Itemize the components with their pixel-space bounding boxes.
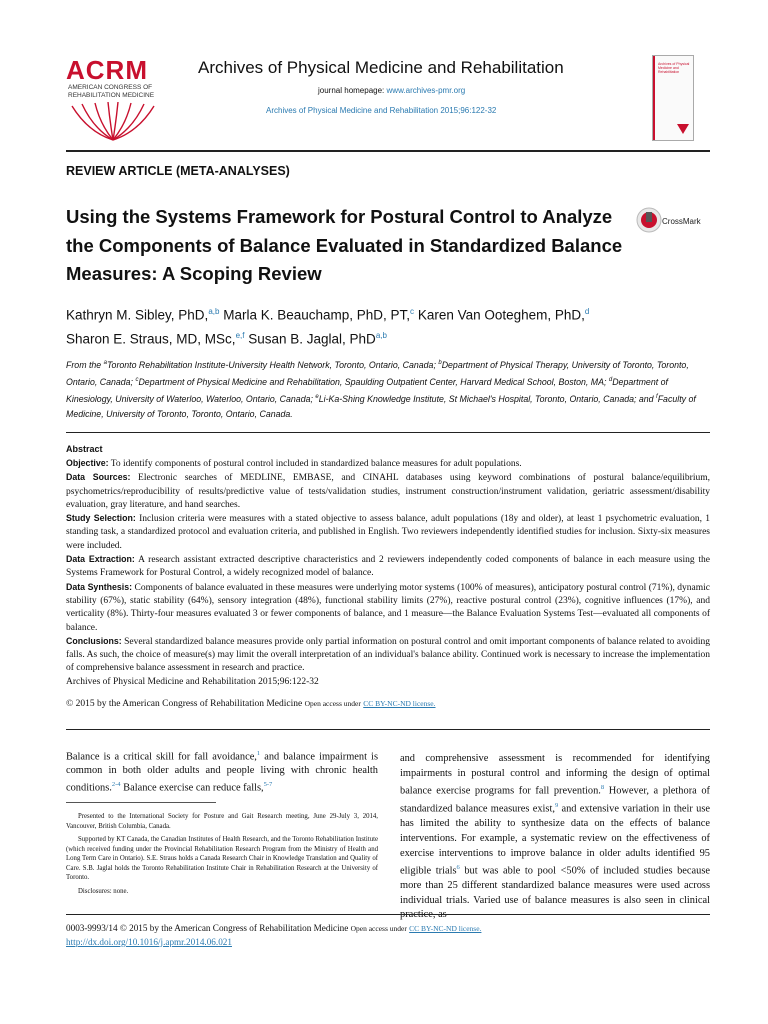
author-name: Kathryn M. Sibley, PhD, — [66, 307, 209, 323]
body-text: and extensive variation in their use has limited the ability to synthesize data on the effects of balance interventions. For example, a systematic review on the effectiveness of exercise interventions to improve balance in older adults identified 95 eligible trials — [400, 803, 710, 877]
affil-prefix: From the — [66, 359, 104, 370]
reference-mark: 5-7 — [263, 781, 273, 789]
affil-text: Department of Kinesiology, University of Waterloo, Waterloo, Ontario, Canada; — [66, 376, 668, 404]
author-name: Susan B. Jaglal, PhD — [248, 331, 376, 346]
body-text: Balance is a critical skill for fall avoidance, — [66, 751, 257, 763]
abstract-text: Components of balance evaluated in these measures were underlying motor systems (100% of measures), anticipatory postural control (71%), dynamic stability (67%), static stability (64%), sensory integration (48%), functional stability limits (27%), reactive postural control (23%), cognitive influences (17%), and verticality (8%). Thirty-four measures evaluated 3 or fewer components of balance, and 1 measure—the Balance Evaluation Systems Test—evaluated all components of balance. — [66, 582, 711, 633]
footnote: Disclosures: none. — [78, 887, 129, 895]
reference-mark: 8 — [600, 784, 605, 792]
issn-line: 0003-9993/14 © 2015 by the American Congress of Rehabilitation Medicine — [66, 923, 349, 933]
affil-text: Li-Ka-Shing Knowledge Institute, St Michael's Hospital, Toronto, Ontario, Canada; and — [318, 393, 657, 404]
abstract-label: Objective: — [66, 458, 109, 468]
abstract-label: Study Selection: — [66, 513, 136, 524]
open-access-label: Open access under — [304, 699, 361, 708]
abstract-text: Several standardized balance measures provide only partial information on postural control and omit important components of balance related to avoiding falls. As such, the choice of measure(s) may limit the overall interpretation of an individual's balance ability. Continued work is necessary to increase the implementation of comprehensive balance assessment in research and practice. — [66, 636, 710, 674]
abstract-label: Data Extraction: — [66, 554, 135, 565]
body-column-left — [66, 747, 378, 796]
abstract-section — [66, 457, 710, 471]
footnote: Supported by KT Canada, the Canadian Institutes of Health Research, and the Toronto Rehabilitation Institute (which received funding under the Provincial Rehabilitation Research Program from the Ministry of Health and Long Term Care in Ontario). S.E. Straus holds a Canada Research Chair in Knowledge Translation and Quality of Care. S.B. Jaglal holds the Toronto Rehabilitation Institute Chair in Rehabilitation Research at the University of Toronto. — [66, 836, 378, 881]
journal-citation: Archives of Physical Medicine and Rehabilitation 2015;96:122-32 — [266, 106, 497, 115]
abstract-text: Inclusion criteria were measures with a stated objective to assess balance, adult populations (18y and older), at least 1 psychometric evaluation, 1 standing task, a standardized protocol and evaluation criteria, and published in English. Two reviewers independently identified studies for inclusion. Sixty-six measures were included. — [66, 514, 711, 551]
abstract-copyright-text: © 2015 by the American Congress of Rehabilitation Medicine — [66, 699, 303, 709]
footnote-rule — [66, 802, 216, 803]
affil-mark: f — [656, 393, 658, 400]
abstract-heading: Abstract — [66, 444, 103, 454]
abstract-section — [66, 581, 710, 635]
abstract-citation: Archives of Physical Medicine and Rehabilitation 2015;96:122-32 — [66, 676, 319, 687]
abstract-text: Electronic searches of MEDLINE, EMBASE, and CINAHL databases using keyword combinations of postural balance/equilibrium, psychometrics/reproducibility of results/predictive value of tests/validation studies, instrument construction/instrument validation, geriatric assessment/disability evaluation, gray literature, and hand searches. — [66, 473, 710, 510]
author-affil-mark: c — [410, 307, 415, 316]
journal-title: Archives of Physical Medicine and Rehabilitation — [198, 58, 564, 77]
author-name: Karen Van Ooteghem, PhD, — [417, 307, 585, 323]
abstract-copyright — [66, 699, 436, 709]
acrm-logo-word: ACRM — [66, 55, 148, 85]
author-affil-mark: a,b — [375, 330, 387, 340]
affil-text: Faculty of Medicine, University of Toronto, Toronto, Ontario, Canada. — [66, 393, 696, 419]
affil-text: Department of Physical Therapy, University of Toronto, Toronto, Ontario, Canada; — [66, 359, 689, 387]
footnotes — [66, 812, 378, 900]
abstract-section — [66, 471, 710, 512]
journal-cover-thumbnail — [652, 55, 694, 141]
body-text: However, a plethora of standardized balance measures exist, — [400, 785, 710, 815]
reference-mark: 2-4 — [111, 781, 121, 789]
crossmark-icon[interactable] — [636, 206, 662, 236]
footer-rule — [66, 914, 710, 915]
author-affil-mark: a,b — [208, 307, 220, 316]
journal-homepage — [318, 86, 465, 95]
author-name: Marla K. Beauchamp, PhD, PT, — [223, 307, 411, 323]
homepage-label: journal homepage: — [318, 86, 385, 95]
footer-open-access-label: Open access under — [350, 924, 407, 933]
affil-mark: c — [135, 376, 139, 383]
page-footer — [66, 922, 481, 948]
body-text: and comprehensive assessment is recommended for identifying impairments in postural control and informing the design of optimal balance exercise programs for fall prevention. — [400, 753, 710, 797]
affil-text: Department of Physical Medicine and Rehabilitation, Spaulding Outpatient Center, Harvard Medical School, Boston, MA; — [138, 376, 609, 387]
abstract-label: Data Sources: — [66, 472, 131, 483]
abstract-bottom-rule — [66, 729, 710, 730]
abstract-label: Conclusions: — [66, 635, 122, 646]
footnote: Presented to the International Society for Posture and Gait Research meeting, June 29-July 3, 2014, Vancouver, British Columbia, Canada. — [66, 813, 378, 830]
section-label: REVIEW ARTICLE (META-ANALYSES) — [66, 164, 290, 178]
homepage-link[interactable]: www.archives-pmr.org — [386, 86, 466, 95]
reference-mark: 1 — [256, 750, 261, 757]
header-rule — [66, 150, 710, 152]
crossmark-label[interactable]: CrossMark — [662, 217, 701, 226]
acrm-logo-subtitle: AMERICAN CONGRESS OF REHABILITATION MEDICINE — [68, 84, 155, 99]
abstract-label: Data Synthesis: — [66, 581, 133, 592]
abstract-rule — [66, 432, 710, 433]
footer-license-link[interactable]: CC BY-NC-ND license. — [409, 924, 482, 933]
abstract-text: A research assistant extracted descriptive characteristics and 2 reviewers independently coded components of balance in each measure using the Systems Framework for Postural Control, a widely recognized model of balance. — [66, 555, 710, 579]
cover-title: Archives of Physical Medicine and Rehabilitation — [658, 62, 690, 74]
affil-text: Toronto Rehabilitation Institute-University Health Network, Toronto, Ontario, Canada; — [106, 359, 439, 370]
doi-link[interactable]: http://dx.doi.org/10.1016/j.apmr.2014.06.021 — [66, 936, 232, 947]
reference-mark: 6 — [456, 864, 460, 872]
cover-band — [653, 56, 655, 140]
affil-mark: d — [608, 376, 613, 383]
abstract-body — [66, 457, 710, 689]
article-title: Using the Systems Framework for Postural Control to Analyze the Components of Balance Evaluated in Standardized Balance Measures: A Scoping Review — [66, 206, 623, 284]
author-affil-mark: e,f — [235, 330, 245, 340]
reference-mark: 9 — [554, 802, 559, 810]
body-text: and balance impairment is common in both older adults and people living with chronic health conditions. — [66, 751, 378, 794]
affiliations — [66, 356, 716, 422]
affil-mark: b — [438, 360, 442, 366]
abstract-section — [66, 553, 710, 581]
affil-mark: a — [103, 360, 107, 366]
cover-emblem-icon — [677, 124, 689, 134]
license-link[interactable]: CC BY-NC-ND license. — [363, 699, 436, 708]
author-name: Sharon E. Straus, MD, MSc, — [66, 331, 236, 346]
body-text: Balance exercise can reduce falls, — [120, 782, 264, 794]
body-column-right — [400, 752, 710, 923]
abstract-section — [66, 512, 710, 553]
affil-mark: e — [315, 393, 319, 400]
abstract-text: To identify components of postural control included in standardized balance measures for adult populations. — [108, 459, 522, 469]
abstract-section — [66, 635, 710, 676]
author-affil-mark: d — [584, 307, 590, 316]
author-list — [66, 302, 716, 349]
body-text: but was able to pool <50% of included studies because more than 25 different standardized balance measures were used across individual trials. Varied use of balance measures is also seen in clinical — [400, 865, 710, 906]
acrm-emblem-icon — [68, 102, 158, 142]
